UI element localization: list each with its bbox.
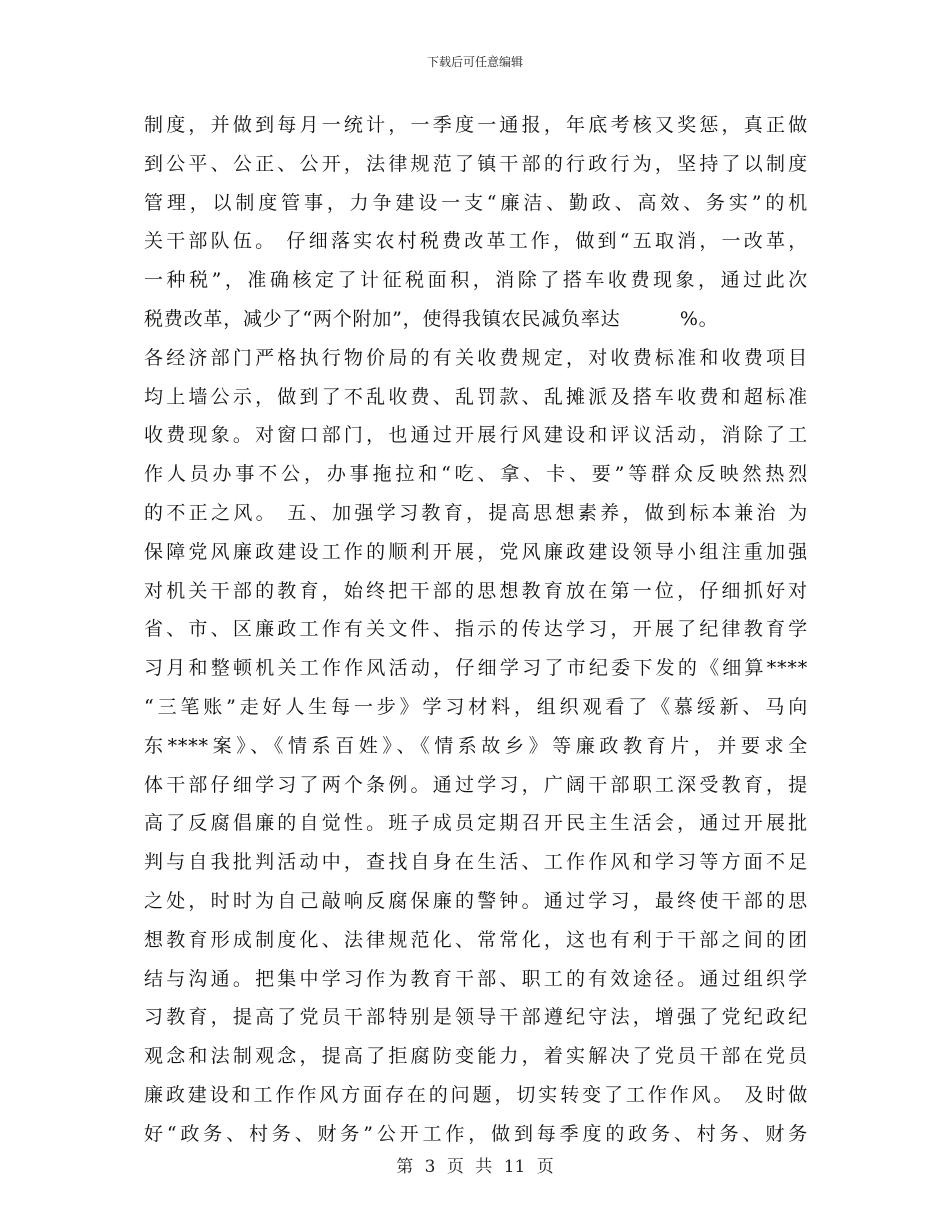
- body-line: 保障党风廉政建设工作的顺利开展，党风廉政建设领导小组注重加强: [144, 540, 808, 563]
- body-line: 管理，以制度管事，力争建设一支“廉洁、勤政、高效、务实”的机: [144, 191, 808, 214]
- body-line: 结与沟通。把集中学习作为教育干部、职工的有效途径。通过组织学: [144, 967, 808, 990]
- body-line: “三笔账”走好人生每一步》学习材料，组织观看了《慕绥新、马向: [144, 695, 808, 718]
- body-line: 对机关干部的教育，始终把干部的思想教育放在第一位，仔细抓好对: [144, 579, 808, 602]
- body-line: 东****案》、《情系百姓》、《情系故乡》等廉政教育片，并要求全: [144, 734, 808, 757]
- body-line: 均上墙公示，做到了不乱收费、乱罚款、乱摊派及搭车收费和超标准: [144, 385, 808, 408]
- body-line: 高了反腐倡廉的自觉性。班子成员定期召开民主生活会，通过开展批: [144, 812, 808, 835]
- page-number: 第 3 页 共 11 页: [396, 1157, 554, 1177]
- body-line: 的不正之风。 五、加强学习教育，提高思想素养，做到标本兼治 为: [144, 501, 808, 524]
- body-line: 习月和整顿机关工作作风活动，仔细学习了市纪委下发的《细算****: [144, 657, 808, 680]
- body-line: 收费现象。对窗口部门，也通过开展行风建设和评议活动，消除了工: [144, 424, 808, 447]
- body-line: 一种税”，准确核定了计征税面积，消除了搭车收费现象，通过此次: [144, 269, 808, 292]
- body-line: 各经济部门严格执行物价局的有关收费规定，对收费标准和收费项目: [144, 346, 808, 369]
- body-line: 关干部队伍。 仔细落实农村税费改革工作，做到“五取消，一改革，: [144, 230, 808, 253]
- body-line: 想教育形成制度化、法律规范化、常常化，这也有利于干部之间的团: [144, 928, 808, 951]
- body-line: 省、市、区廉政工作有关文件、指示的传达学习，开展了纪律教育学: [144, 618, 808, 641]
- body-line: 体干部仔细学习了两个条例。通过学习，广阔干部职工深受教育，提: [144, 773, 808, 796]
- body-line: 到公平、公正、公开，法律规范了镇干部的行政行为，坚持了以制度: [144, 152, 808, 175]
- document-body: [144, 106, 808, 1154]
- body-line: 好“政务、村务、财务”公开工作，做到每季度的政务、村务、财务: [144, 1122, 808, 1145]
- body-line: 判与自我批判活动中，查找自身在生活、工作作风和学习等方面不足: [144, 851, 808, 874]
- body-line: 之处，时时为自己敲响反腐保廉的警钟。通过学习，最终使干部的思: [144, 889, 808, 912]
- body-line: 制度，并做到每月一统计，一季度一通报，年底考核又奖惩，真正做: [144, 114, 808, 136]
- body-line: 作人员办事不公，办事拖拉和“吃、拿、卡、要”等群众反映然热烈: [144, 463, 808, 486]
- page-header: 下载后可任意编辑: [426, 55, 523, 69]
- body-line: 税费改革，减少了“两个附加”，使得我镇农民减负率达 %。: [144, 307, 719, 330]
- body-line: 观念和法制观念，提高了拒腐防变能力，着实解决了党员干部在党员: [144, 1045, 808, 1068]
- body-line: 习教育，提高了党员干部特别是领导干部遵纪守法，增强了党纪政纪: [144, 1006, 808, 1029]
- body-line: 廉政建设和工作作风方面存在的问题，切实转变了工作作风。 及时做: [144, 1083, 808, 1106]
